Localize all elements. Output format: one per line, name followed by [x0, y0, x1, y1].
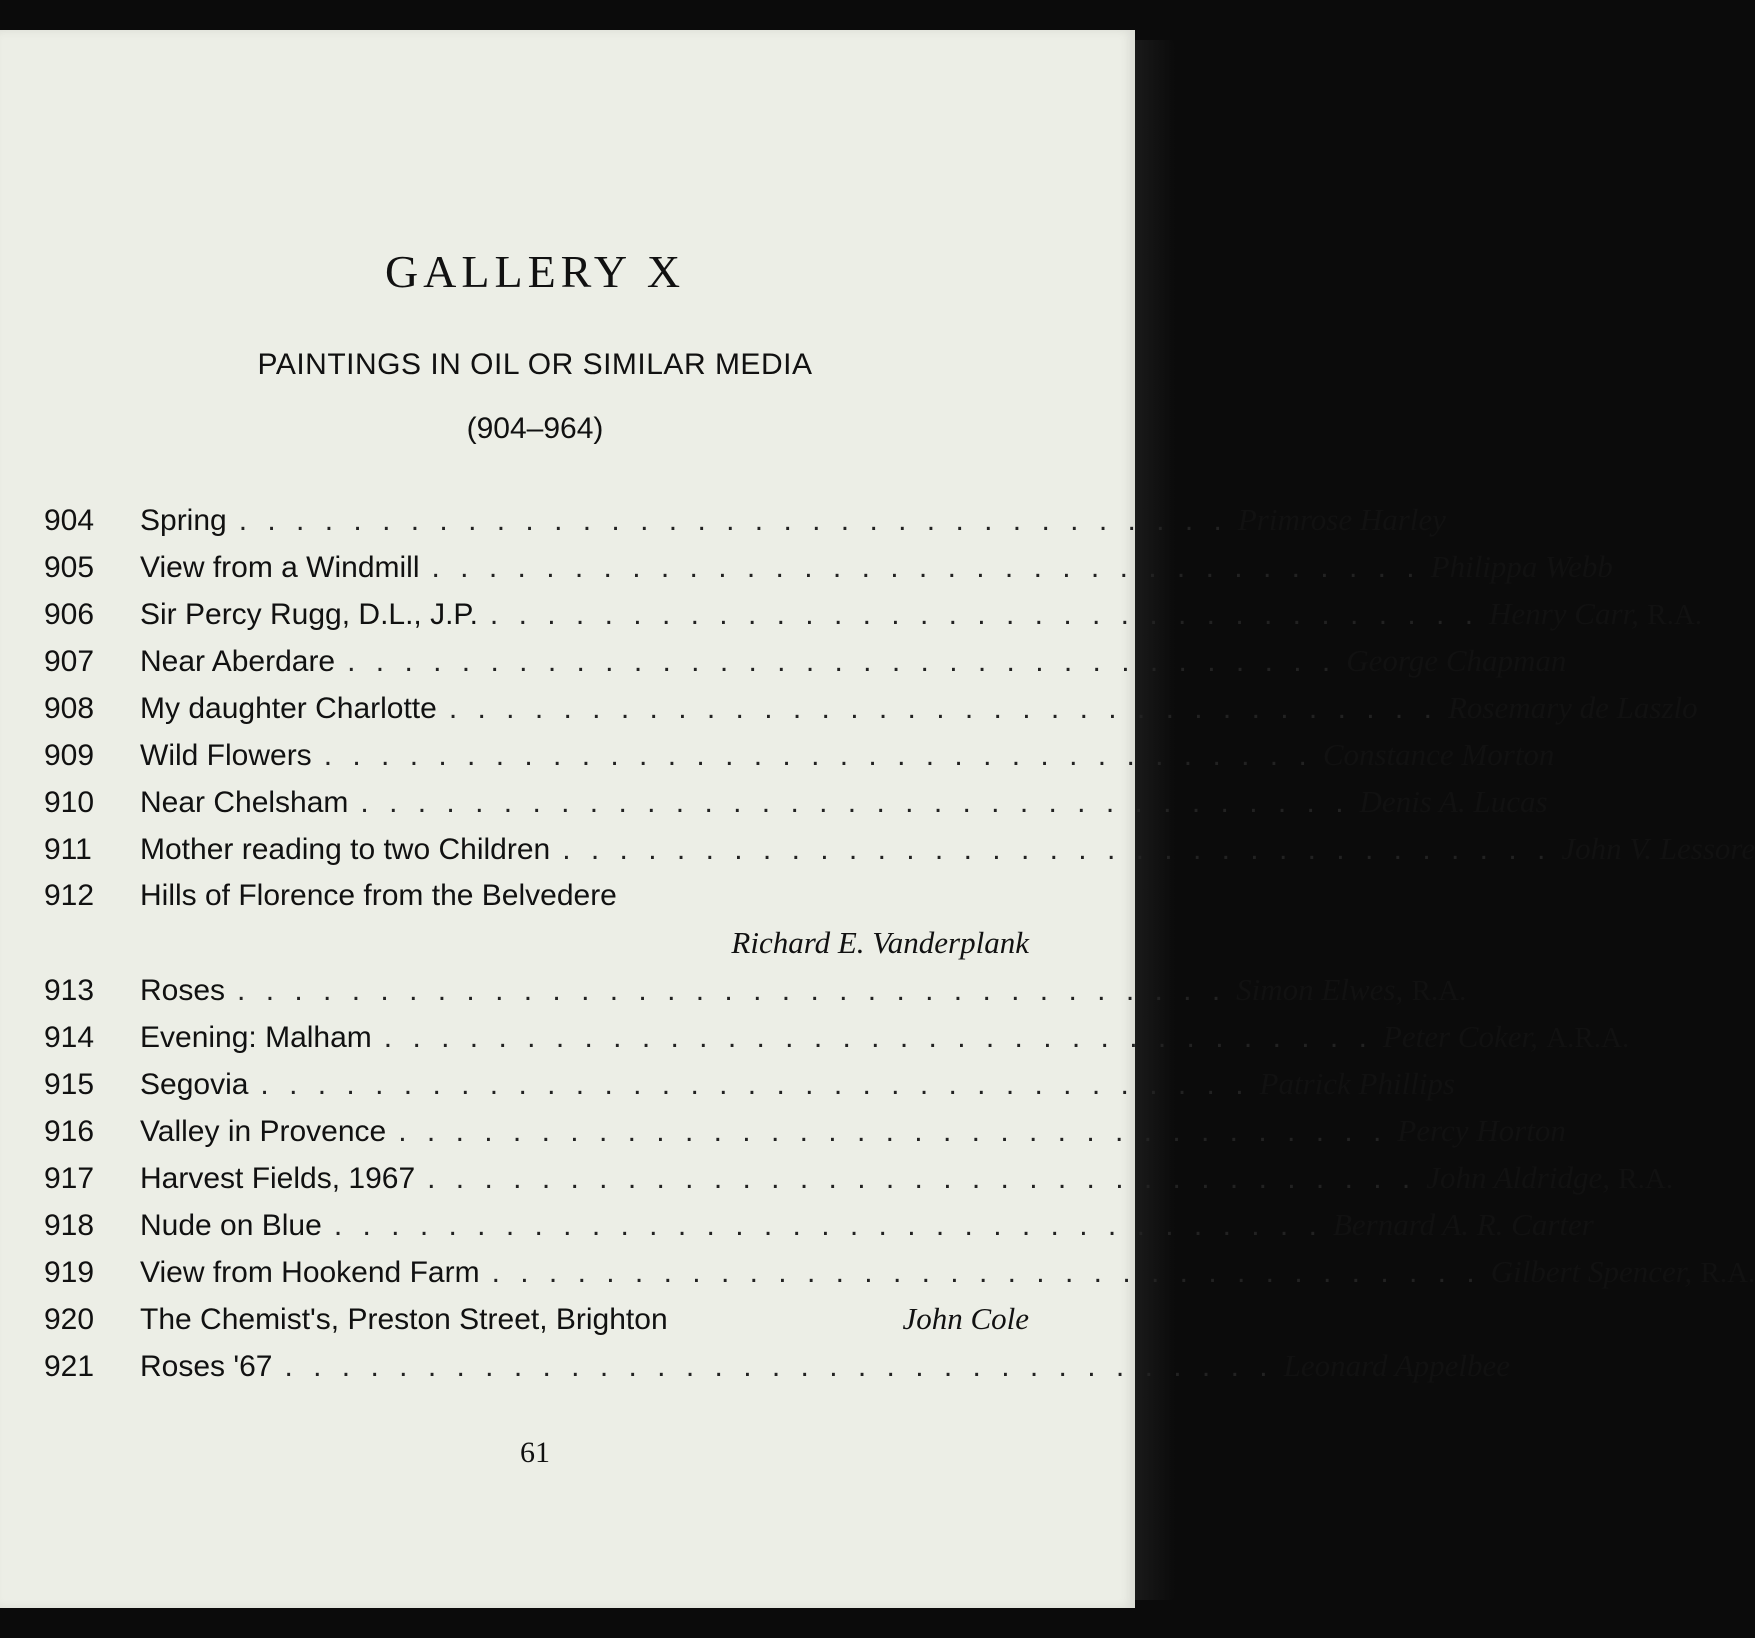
entry-honours: R.A. — [1411, 975, 1467, 1007]
entry-number: 910 — [44, 786, 95, 819]
catalogue-entry — [44, 825, 1755, 872]
entry-title: Mother reading to two Children — [140, 833, 551, 866]
entry-title: Nude on Blue — [140, 1209, 322, 1242]
catalogue-page — [0, 30, 1755, 1608]
catalogue-entry — [44, 872, 1029, 966]
entry-number: 912 — [44, 879, 95, 912]
dot-leader: . . . . . . . . . . . . . . . . . . . . . . . . . . . . . . . . . . . — [284, 1350, 1274, 1383]
entry-title: Evening: Malham — [140, 1021, 372, 1054]
dot-leader: . . . . . . . . . . . . . . . . . . . . . . . . . . . . . . . . . . . — [383, 1021, 1373, 1054]
catalogue-range: (904–964) — [466, 412, 604, 445]
entry-honours: R.A. — [1647, 599, 1703, 631]
entry-artist: Peter Coker, — [1382, 1019, 1538, 1054]
gallery-title: GALLERY X — [384, 246, 686, 297]
entry-number: 906 — [44, 598, 95, 631]
page-number: 61 — [520, 1436, 550, 1469]
entry-artist: Patrick Phillips — [1259, 1066, 1455, 1101]
entry-artist: Philippa Webb — [1430, 549, 1613, 584]
catalogue-entry — [44, 1154, 1674, 1201]
entry-number: 904 — [44, 504, 95, 537]
catalogue-entry — [44, 778, 1548, 825]
dot-leader: . . . . . . . . . . . . . . . . . . . . . . . . . . . . . . . . . . . — [431, 551, 1421, 584]
entry-artist: Bernard A. R. Carter — [1332, 1207, 1594, 1242]
entry-title: My daughter Charlotte — [140, 692, 437, 725]
entry-number: 916 — [44, 1115, 95, 1148]
entry-title: Roses — [140, 974, 226, 1007]
catalogue-entry — [44, 590, 1703, 637]
entry-number: 913 — [44, 974, 95, 1007]
entry-title: Roses '67 — [140, 1350, 273, 1383]
dot-leader: . . . . . . . . . . . . . . . . . . . . . . . . . . . . . . . . . . . — [427, 1162, 1417, 1195]
entry-artist: Rosemary de Laszlo — [1447, 690, 1698, 725]
entry-number: 918 — [44, 1209, 95, 1242]
dot-leader: . . . . . . . . . . . . . . . . . . . . . . . . . . . . . . . . . . . — [333, 1209, 1323, 1242]
entry-artist: John V. Lessore — [1561, 831, 1755, 866]
entry-title: Near Chelsham — [140, 786, 349, 819]
entry-title: Sir Percy Rugg, D.L., J.P. — [140, 598, 478, 631]
entry-title: Wild Flowers — [140, 739, 312, 772]
dot-leader: . . . . . . . . . . . . . . . . . . . . . . . . . . . . . . . . . . . — [360, 786, 1350, 819]
catalogue-entry — [44, 496, 1446, 543]
catalogue-entry — [44, 1201, 1594, 1248]
catalogue-list — [44, 496, 1755, 1389]
entry-artist: Simon Elwes, — [1236, 972, 1404, 1007]
dot-leader: . . . . . . . . . . . . . . . . . . . . . . . . . . . . . . . . . . . — [238, 504, 1228, 537]
entry-artist: John Cole — [902, 1301, 1029, 1336]
catalogue-entry — [44, 1248, 1755, 1295]
dot-leader: . . . . . . . . . . . . . . . . . . . . . . . . . . . . . . . . . . . — [323, 739, 1313, 772]
entry-artist: George Chapman — [1346, 643, 1567, 678]
entry-honours: R.A. — [1618, 1163, 1674, 1195]
entry-title: View from a Windmill — [140, 551, 420, 584]
entry-artist: Constance Morton — [1322, 737, 1555, 772]
dot-leader: . . . . . . . . . . . . . . . . . . . . . . . . . . . . . . . . . . . — [237, 974, 1227, 1007]
entry-number: 907 — [44, 645, 95, 678]
entry-title: Near Aberdare — [140, 645, 336, 678]
entry-number: 905 — [44, 551, 95, 584]
entry-honours: A.R.A. — [1546, 1022, 1630, 1054]
entry-number: 915 — [44, 1068, 95, 1101]
entry-number: 908 — [44, 692, 95, 725]
entry-artist: Denis A. Lucas — [1359, 784, 1548, 819]
catalogue-entry — [44, 1295, 1029, 1342]
entry-title: View from Hookend Farm — [140, 1256, 480, 1289]
entry-artist: Primrose Harley — [1237, 502, 1446, 537]
entry-number: 911 — [44, 833, 92, 866]
entry-number: 919 — [44, 1256, 95, 1289]
dot-leader: . . . . . . . . . . . . . . . . . . . . . . . . . . . . . . . . . . . — [489, 598, 1480, 631]
entry-title: Harvest Fields, 1967 — [140, 1162, 416, 1195]
entry-number: 921 — [44, 1350, 95, 1383]
catalogue-entry — [44, 1342, 1511, 1389]
catalogue-entry — [44, 684, 1698, 731]
dot-leader: . . . . . . . . . . . . . . . . . . . . . . . . . . . . . . . . . . . — [260, 1068, 1250, 1101]
entry-artist: Percy Horton — [1397, 1113, 1566, 1148]
dot-leader: . . . . . . . . . . . . . . . . . . . . . . . . . . . . . . . . . . . — [562, 833, 1552, 866]
catalogue-entry — [44, 1013, 1630, 1060]
catalogue-entry — [44, 1060, 1455, 1107]
catalogue-entry — [44, 637, 1567, 684]
entry-title: The Chemist's, Preston Street, Brighton — [140, 1303, 668, 1336]
entry-number: 920 — [44, 1303, 95, 1336]
entry-title: Segovia — [140, 1068, 249, 1101]
entry-artist: Richard E. Vanderplank — [731, 925, 1029, 960]
catalogue-entry — [44, 1107, 1566, 1154]
dot-leader: . . . . . . . . . . . . . . . . . . . . . . . . . . . . . . . . . . . — [398, 1115, 1388, 1148]
entry-artist: John Aldridge, — [1426, 1160, 1610, 1195]
entry-artist: Gilbert Spencer, — [1490, 1254, 1693, 1289]
catalogue-entry — [44, 731, 1555, 778]
dot-leader: . . . . . . . . . . . . . . . . . . . . . . . . . . . . . . . . . . . — [491, 1256, 1481, 1289]
entry-artist: Henry Carr, — [1489, 596, 1639, 631]
section-heading: PAINTINGS IN OIL OR SIMILAR MEDIA — [257, 348, 813, 381]
entry-number: 914 — [44, 1021, 95, 1054]
entry-number: 909 — [44, 739, 95, 772]
entry-title: Hills of Florence from the Belvedere — [140, 879, 617, 912]
dot-leader: . . . . . . . . . . . . . . . . . . . . . . . . . . . . . . . . . . . — [448, 692, 1438, 725]
entry-number: 917 — [44, 1162, 95, 1195]
entry-artist: Leonard Appelbee — [1283, 1348, 1511, 1383]
entry-honours: R.A. — [1700, 1257, 1755, 1289]
catalogue-entry — [44, 966, 1467, 1013]
entry-title: Valley in Provence — [140, 1115, 387, 1148]
entry-title: Spring — [140, 504, 227, 537]
catalogue-entry — [44, 543, 1613, 590]
dot-leader: . . . . . . . . . . . . . . . . . . . . . . . . . . . . . . . . . . . — [347, 645, 1337, 678]
